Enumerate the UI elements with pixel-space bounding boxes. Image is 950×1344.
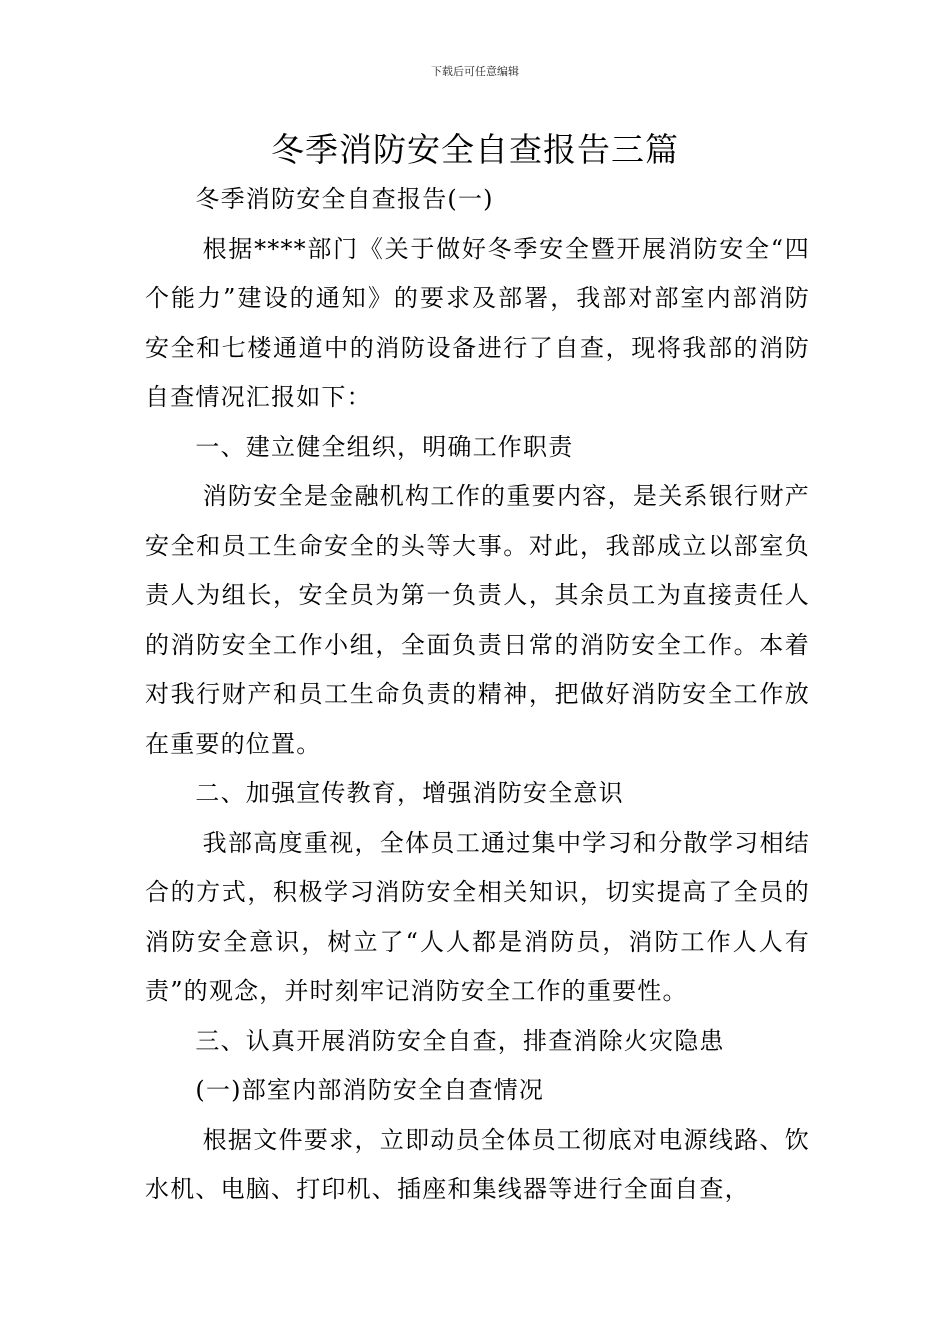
section-heading-1: 一、建立健全组织，明确工作职责: [195, 432, 574, 461]
section-heading-2: 二、加强宣传教育，增强消防安全意识: [195, 779, 624, 807]
document-body: [145, 175, 810, 1215]
section-heading-3: 三、认真开展消防安全自查，排查消除火灾隐患: [195, 1026, 725, 1055]
paragraph-subsection-1: 根据文件要求，立即动员全体员工彻底对电源线路、饮水机、电脑、打印机、插座和集线器等进行全面自查，: [145, 1125, 810, 1203]
paragraph-section-2: 我部高度重视，全体员工通过集中学习和分散学习相结合的方式，积极学习消防安全相关知识，切实提高了全员的消防安全意识，树立了“人人都是消防员，消防工作人人有责”的观念，并时刻牢记消防安全工作的重要性。: [145, 828, 810, 1005]
paragraph-section-1: 消防安全是金融机构工作的重要内容，是关系银行财产安全和员工生命安全的头等大事。对此，我部成立以部室负责人为组长，安全员为第一负责人，其余员工为直接责任人的消防安全工作小组，全面负责日常的消防安全工作。本着对我行财产和员工生命负责的精神，把做好消防安全工作放在重要的位置。: [145, 482, 810, 758]
paragraph-intro: 根据****部门《关于做好冬季安全暨开展消防安全“四个能力”建设的通知》的要求及部署，我部对部室内部消防安全和七楼通道中的消防设备进行了自查，现将我部的消防自查情况汇报如下：: [145, 234, 810, 411]
document-title: 冬季消防安全自查报告三篇: [271, 130, 679, 169]
subsection-heading-1: (一)部室内部消防安全自查情况: [195, 1076, 545, 1104]
page-header-note: 下载后可任意编辑: [431, 65, 519, 78]
report-subtitle: 冬季消防安全自查报告(一): [195, 185, 494, 213]
